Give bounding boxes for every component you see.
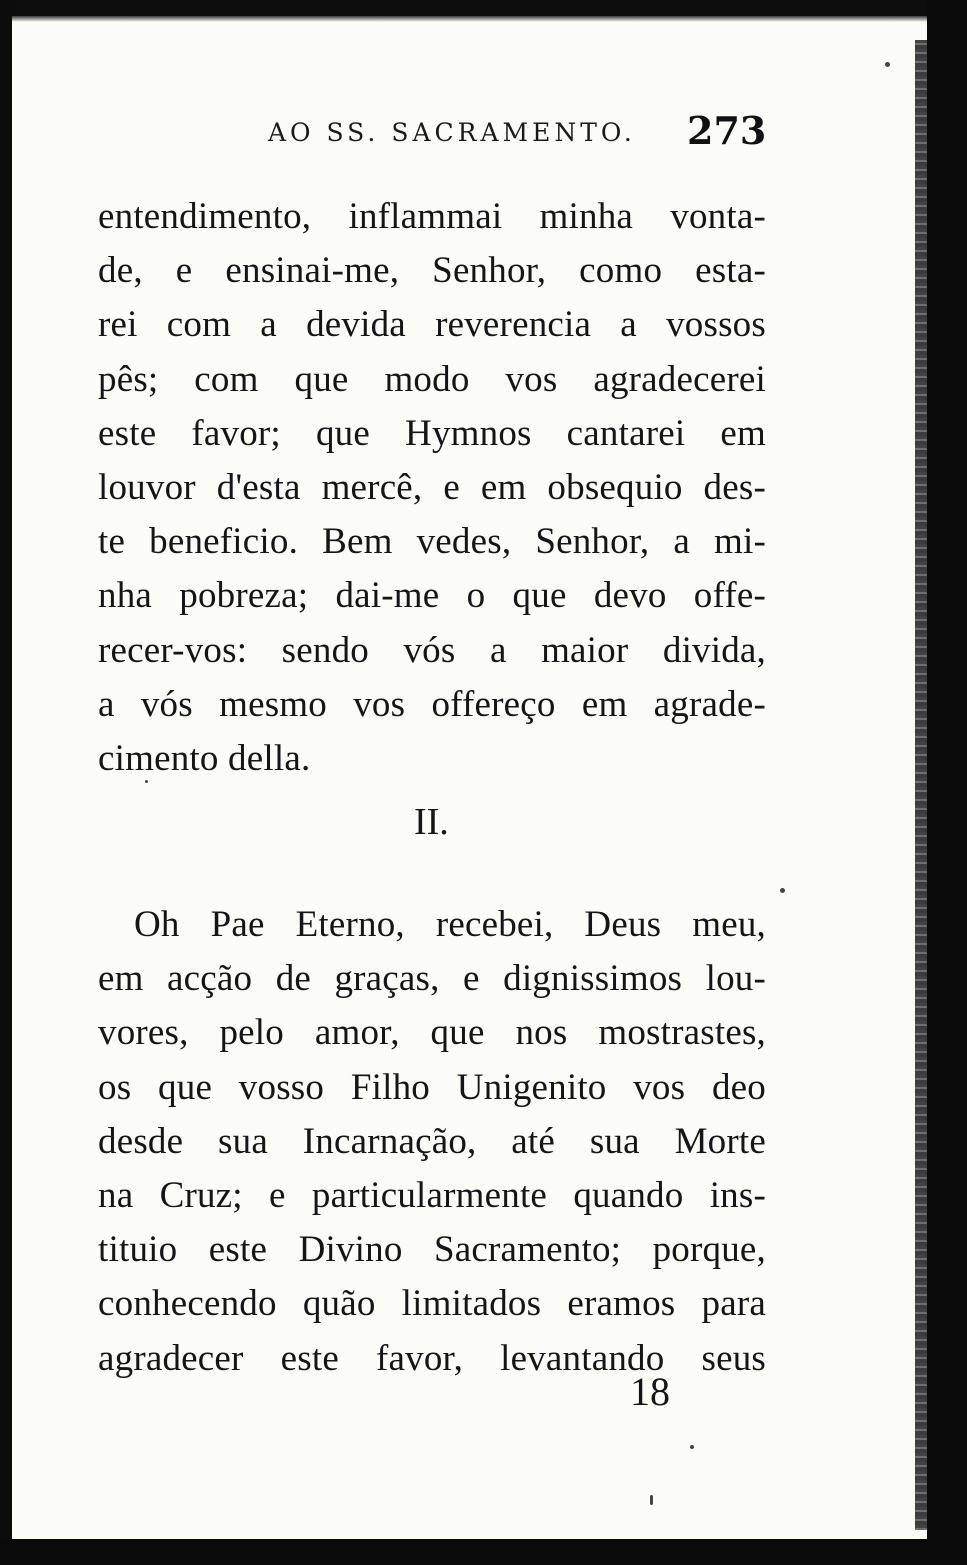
signature-mark: 18: [630, 1369, 670, 1414]
scan-border-left: [0, 0, 12, 1565]
scan-speck: [690, 1445, 694, 1449]
text-line: tituio este Divino Sacramento; porque,: [98, 1229, 766, 1271]
text-line: nha pobreza; dai-me o que devo offe-: [98, 575, 766, 617]
paragraph-2: [98, 898, 766, 1386]
text-line: entendimento, inflammai minha vonta-: [98, 196, 766, 237]
section-numeral: II.: [414, 801, 449, 843]
scan-speck: [650, 1495, 653, 1505]
scan-border-top-shadow: [0, 16, 967, 22]
text-line: este favor; que Hymnos cantarei em: [98, 412, 766, 454]
scan-speck: [145, 780, 148, 783]
scan-speck: [885, 62, 890, 67]
text-line: desde sua Incarnação, até sua Morte: [98, 1120, 766, 1162]
page-number: 273: [687, 108, 767, 153]
text-line: vores, pelo amor, que nos mostrastes,: [98, 1012, 766, 1054]
scan-border-right: [927, 0, 967, 1565]
page-edge-shadow: [915, 40, 927, 1530]
text-line: conhecendo quão limitados eramos para: [98, 1283, 766, 1325]
scan-border-bottom: [0, 1539, 967, 1565]
scan-border-top: [0, 0, 967, 16]
text-line: de, e ensinai-me, Senhor, como esta-: [98, 250, 766, 292]
paragraph-1: [98, 190, 766, 786]
text-line: em acção de graças, e dignissimos lou-: [98, 958, 766, 1000]
text-line: agradecer este favor, levantando seus: [98, 1337, 766, 1379]
text-line: pês; com que modo vos agradecerei: [98, 358, 766, 400]
running-head: AO SS. SACRAMENTO.: [268, 118, 636, 147]
text-line: louvor d'esta mercê, e em obsequio des-: [98, 466, 766, 508]
text-line: recer-vos: sendo vós a maior divida,: [98, 629, 766, 671]
text-line: rei com a devida reverencia a vossos: [98, 304, 766, 346]
text-line: te beneficio. Bem vedes, Senhor, a mi-: [98, 521, 766, 563]
scan-speck: [780, 888, 785, 893]
text-line: a vós mesmo vos offereço em agrade-: [98, 683, 766, 725]
text-line: os que vosso Filho Unigenito vos deo: [98, 1066, 766, 1108]
text-line: cimento della.: [98, 737, 311, 779]
page-header: [0, 108, 967, 153]
text-line: na Cruz; e particularmente quando ins-: [98, 1174, 766, 1216]
text-line: Oh Pae Eterno, recebei, Deus meu,: [134, 904, 766, 945]
